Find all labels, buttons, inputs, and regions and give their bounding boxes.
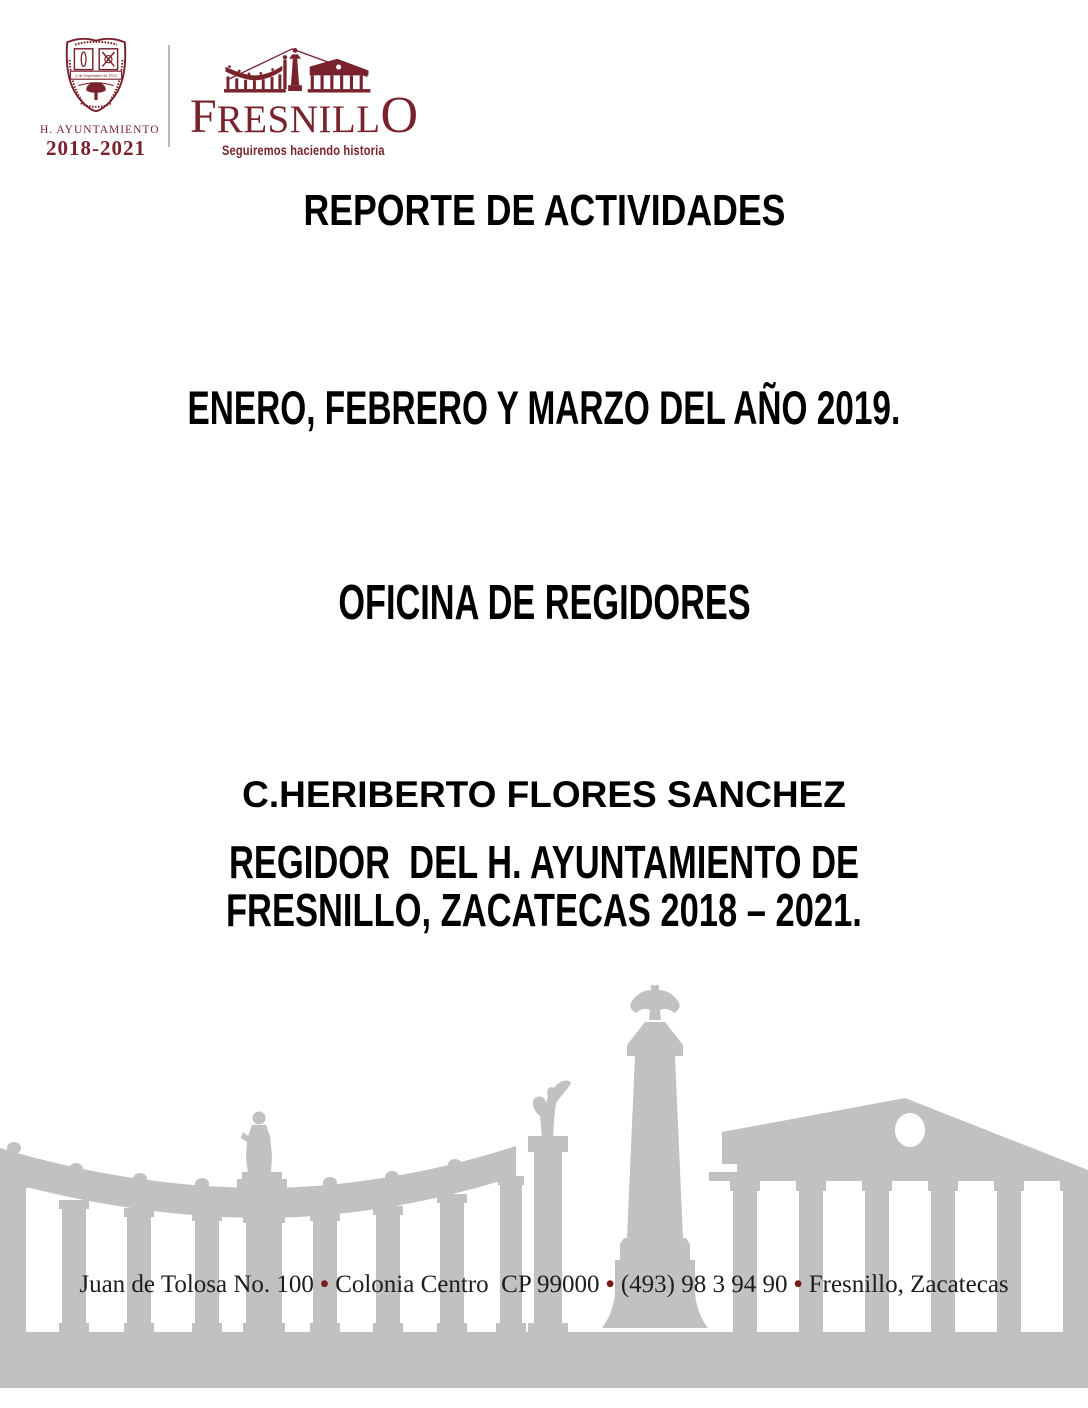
- person-name: C.HERIBERTO FLORES SANCHEZ: [242, 774, 846, 815]
- crest-org-label: H. AYUNTAMIENTO: [40, 124, 160, 136]
- report-title: REPORTE DE ACTIVIDADES: [303, 186, 785, 235]
- eagle-icon: [630, 985, 679, 1020]
- person-role: REGIDOR DEL H. AYUNTAMIENTO DE FRESNILLO, ZACATECAS 2018 – 2021.: [226, 836, 862, 936]
- crest-shield-icon: [56, 30, 136, 122]
- wordmark-mid-letters: RESNILL: [216, 98, 381, 141]
- crest-term-label: 2018-2021: [46, 136, 146, 160]
- base-band: [0, 1332, 1088, 1388]
- header-divider: [168, 45, 170, 147]
- statue-person-icon: [237, 1112, 287, 1190]
- wordmark-last-letter: O: [380, 87, 419, 144]
- wordmark-first-letter: F: [190, 90, 217, 143]
- footer-address: Juan de Tolosa No. 100 • Colonia Centro CP 99000 • (493) 98 3 94 90 • Fresnillo, Zacatecas: [79, 1271, 1009, 1298]
- fresnillo-logo: [190, 46, 450, 158]
- period-title: ENERO, FEBRERO Y MARZO DEL AÑO 2019.: [187, 381, 901, 434]
- fresnillo-monument-silhouette: [0, 978, 1088, 1408]
- crest-banner-text: 2 de Septiembre de 1554: [75, 73, 117, 79]
- pediment-oculus: [895, 1113, 925, 1147]
- brand-wordmark: [190, 87, 450, 144]
- brand-tagline: Seguiremos haciendo historia: [222, 143, 385, 158]
- monument-logo-icon: [222, 46, 372, 93]
- office-title: OFICINA DE REGIDORES: [337, 576, 751, 630]
- municipal-crest: [40, 30, 160, 161]
